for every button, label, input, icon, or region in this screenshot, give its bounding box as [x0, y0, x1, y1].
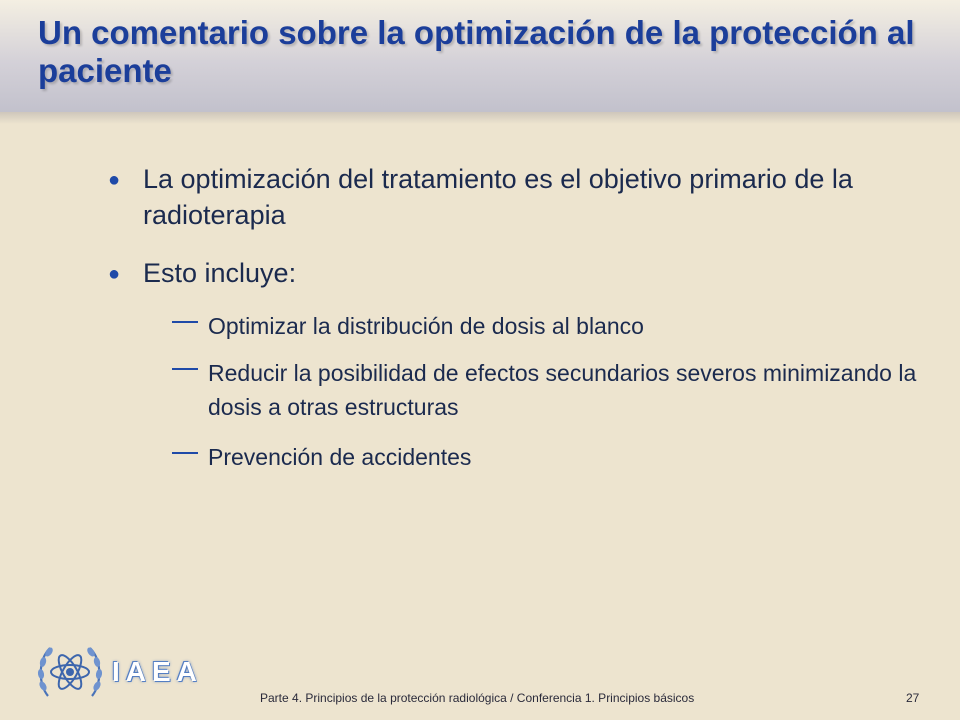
sub-item-2: Reducir la posibilidad de efectos secundarios severos minimizando la dosis a otras estructuras — [208, 360, 917, 420]
iaea-logo-text: IAEA — [112, 656, 203, 687]
sub-item-1: Optimizar la distribución de dosis al blanco — [208, 313, 644, 339]
bullet-dot-icon: ● — [108, 263, 121, 285]
dash-icon — [172, 321, 198, 323]
dash-icon — [172, 452, 198, 454]
bullet-dot-icon: ● — [108, 169, 121, 191]
footer-caption: Parte 4. Principios de la protección radiológica / Conferencia 1. Principios básicos — [260, 691, 695, 705]
slide-title: Un comentario sobre la optimización de la protección al paciente — [38, 14, 915, 89]
iaea-emblem-icon — [34, 636, 106, 708]
page-number: 27 — [906, 691, 920, 705]
bullet-item-1: La optimización del tratamiento es el objetivo primario de la radioterapia — [143, 164, 853, 230]
dash-icon — [172, 368, 198, 370]
sub-item-3: Prevención de accidentes — [208, 444, 472, 470]
bullet-item-2: Esto incluye: — [143, 258, 297, 288]
